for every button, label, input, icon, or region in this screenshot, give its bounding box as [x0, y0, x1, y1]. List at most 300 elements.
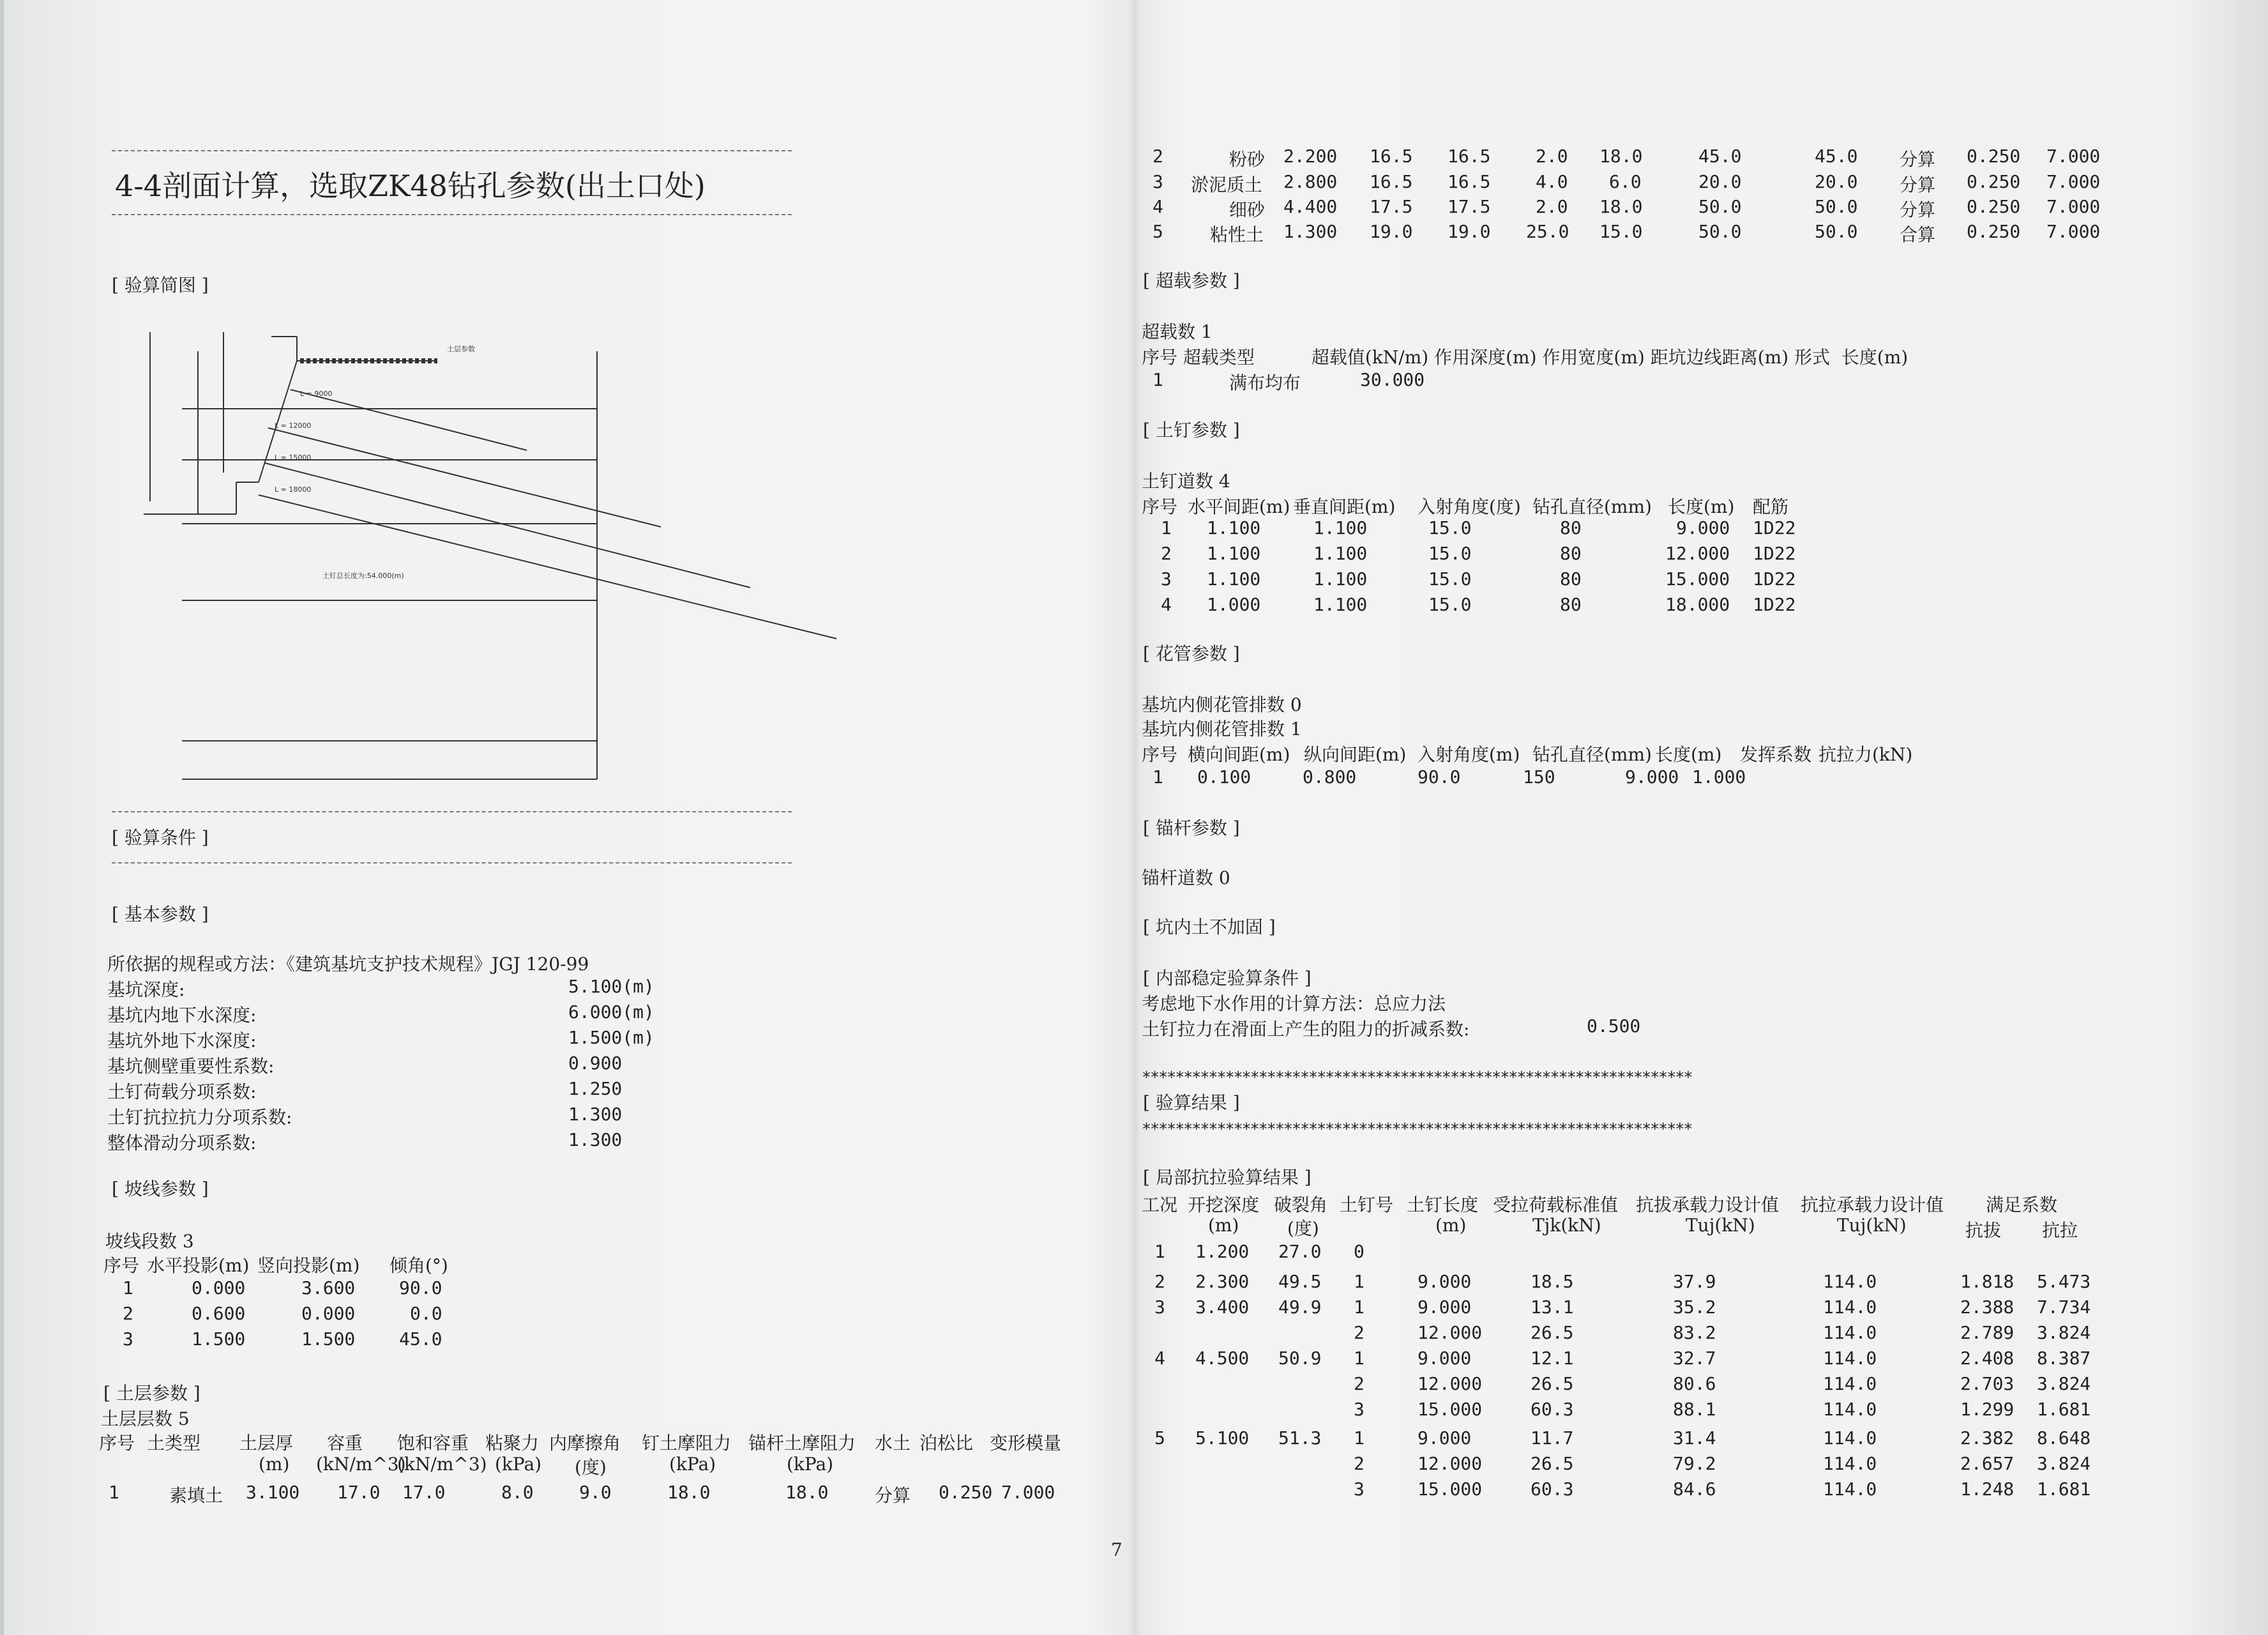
result-cell: 3.400: [1195, 1297, 1250, 1318]
surcharge-count: 超载数 1: [1142, 321, 1213, 342]
nail-cell: 15.000: [1665, 568, 1730, 589]
result-cell: 1: [1154, 1241, 1165, 1262]
result-cell: 2: [1354, 1322, 1365, 1343]
page-number: 7: [1111, 1539, 1123, 1560]
soil-cell: 18.0: [1599, 146, 1643, 167]
soil-unit: (kPa): [669, 1454, 716, 1475]
soil-cell: 7.000: [2046, 171, 2101, 192]
result-cell: 2.382: [1960, 1427, 2015, 1449]
soil-cell: 1: [109, 1482, 119, 1503]
soil-cell: 2.200: [1283, 146, 1338, 167]
nail-length-label: L = 18000: [275, 485, 312, 494]
soil-cell: 8.0: [501, 1482, 534, 1503]
soil-cell: 50.0: [1815, 221, 1858, 242]
soil-cell: 7.000: [2046, 146, 2101, 167]
result-cell: 50.9: [1278, 1348, 1322, 1369]
result-cell: 114.0: [1823, 1348, 1877, 1369]
result-cell: 5.473: [2037, 1271, 2091, 1292]
nail-cell: 1D22: [1753, 594, 1796, 615]
slope-cell: 3.600: [301, 1277, 356, 1298]
nail-cell: 80: [1560, 517, 1582, 538]
result-cell: 60.3: [1531, 1479, 1574, 1500]
result-cell: 1.818: [1960, 1271, 2015, 1292]
nail-cell: 1.100: [1313, 594, 1368, 615]
pipe-header: 长度(m): [1655, 744, 1722, 765]
basic-label: 土钉荷载分项系数:: [107, 1081, 257, 1102]
soil-cell: 2.800: [1283, 171, 1338, 192]
soil-cell: 45.0: [1698, 146, 1742, 167]
slope-cell: 3: [123, 1328, 133, 1350]
nail-cell: 80: [1560, 568, 1582, 589]
pipe-header: 序号: [1142, 744, 1178, 765]
pipe-header: 横向间距(m): [1188, 744, 1290, 765]
nail-cell: 1.100: [1207, 543, 1261, 564]
soil-cell: 0.250: [1967, 171, 2021, 192]
result-cell: 3: [1154, 1297, 1165, 1318]
result-cell: 27.0: [1278, 1241, 1322, 1262]
soil-cell: 17.5: [1448, 196, 1491, 217]
pipe-cell: 1.000: [1692, 766, 1746, 787]
pipe-header: 入射角度(m): [1418, 744, 1520, 765]
nail-header: 垂直间距(m): [1293, 496, 1396, 517]
result-cell: 15.000: [1418, 1479, 1483, 1500]
slope-cell: 1.500: [192, 1328, 246, 1350]
basic-value: 5.100(m): [568, 976, 654, 997]
result-header: 抗拉承载力设计值: [1801, 1194, 1944, 1215]
conditions-heading: [ 验算条件 ]: [112, 827, 209, 848]
soil-cell: 17.0: [337, 1482, 381, 1503]
pipe-header: 钻孔直径(mm): [1532, 744, 1652, 765]
soil-cell: 4.400: [1283, 196, 1338, 217]
result-cell: 1: [1354, 1271, 1365, 1292]
soil-cell: 17.0: [402, 1482, 446, 1503]
soil-cell: 0.250: [1967, 221, 2021, 242]
surcharge-cell: 1: [1153, 369, 1163, 390]
result-cell: 1: [1354, 1348, 1365, 1369]
soil-cell: 50.0: [1698, 196, 1742, 217]
result-cell: 12.000: [1418, 1322, 1483, 1343]
pipe-cell: 9.000: [1625, 766, 1679, 787]
result-cell: 9.000: [1418, 1271, 1472, 1292]
stability-reduce-label: 土钉拉力在滑面上产生的阻力的折减系数:: [1142, 1019, 1470, 1040]
basic-value: 1.300: [568, 1129, 623, 1150]
result-header: 土钉长度: [1407, 1194, 1479, 1215]
soil-cell: 25.0: [1526, 221, 1569, 242]
slope-count: 坡线段数 3: [105, 1231, 194, 1252]
slope-cell: 0.000: [301, 1303, 356, 1324]
right-page: [1137, 0, 2222, 1635]
result-header: 开挖深度: [1188, 1194, 1260, 1215]
pipe-inner-count: 基坑内侧花管排数 1: [1142, 719, 1302, 740]
basic-value: 6.000(m): [568, 1001, 654, 1023]
result-header: 工况: [1142, 1194, 1178, 1215]
result-cell: 26.5: [1531, 1373, 1574, 1394]
slope-heading: [ 坡线参数 ]: [112, 1178, 209, 1199]
result-cell: 1: [1354, 1427, 1365, 1449]
basic-label: 整体滑动分项系数:: [107, 1132, 257, 1153]
nail-cell: 4: [1161, 594, 1172, 615]
soil-cell: 19.0: [1370, 221, 1413, 242]
basic-label: 基坑外地下水深度:: [107, 1030, 257, 1051]
nail-cell: 1.100: [1313, 517, 1368, 538]
result-cell: 114.0: [1823, 1479, 1877, 1500]
soil-cell: 18.0: [1599, 196, 1643, 217]
soil-cell: 50.0: [1815, 196, 1858, 217]
basic-value: 1.500(m): [568, 1027, 654, 1048]
soil-cell: 分算: [1900, 174, 1936, 195]
slope-cell: 90.0: [399, 1277, 442, 1298]
result-cell: 2: [1354, 1453, 1365, 1474]
soil-unit: (m): [259, 1454, 290, 1475]
pipe-header: 发挥系数: [1740, 744, 1812, 765]
divider: [112, 150, 792, 151]
soil-cell: 16.5: [1370, 171, 1413, 192]
result-cell: 2.789: [1960, 1322, 2015, 1343]
soil-cell: 2: [1153, 146, 1163, 167]
soil-header: 内摩擦角: [549, 1433, 621, 1454]
soil-cell: 18.0: [667, 1482, 711, 1503]
soil-cell: 0.250: [1967, 196, 2021, 217]
basic-label: 土钉抗拉抗力分项系数:: [107, 1107, 292, 1128]
result-cell: 1.200: [1195, 1241, 1250, 1262]
pipe-inner-count: 基坑内侧花管排数 0: [1142, 694, 1302, 715]
result-cell: 4: [1154, 1348, 1165, 1369]
page-title: 4-4剖面计算，选取ZK48钻孔参数(出土口处): [115, 169, 706, 203]
slope-header: 序号: [103, 1255, 140, 1276]
calculation-diagram: [144, 332, 846, 792]
soil-cell: 7.000: [2046, 221, 2101, 242]
slope-header: 竖向投影(m): [257, 1255, 360, 1276]
result-cell: 114.0: [1823, 1373, 1877, 1394]
soil-header: 泊松比: [919, 1433, 974, 1454]
pipe-cell: 0.100: [1197, 766, 1251, 787]
surcharge-cell: 满布均布: [1229, 372, 1301, 393]
result-cell: 1.681: [2037, 1399, 2091, 1420]
star-separator: ******************************************************************: [1142, 1068, 1692, 1086]
soil-header: 容重: [327, 1433, 363, 1454]
soil-cell: 1.300: [1283, 221, 1338, 242]
soil-cell: 18.0: [785, 1482, 829, 1503]
basic-heading: [ 基本参数 ]: [112, 904, 209, 925]
result-unit: 抗拔: [1965, 1220, 2002, 1241]
soil-cell: 2.0: [1536, 196, 1568, 217]
basic-value: 1.300: [568, 1104, 623, 1125]
soil-cell: 50.0: [1698, 221, 1742, 242]
surcharge-cell: 30.000: [1360, 369, 1425, 390]
nail-line-4: [259, 495, 836, 639]
result-cell: 2.408: [1960, 1348, 2015, 1369]
nail-cell: 1.100: [1313, 568, 1368, 589]
divider: [112, 862, 792, 863]
binding-edge: [0, 0, 4, 1635]
soil-header: 土类型: [147, 1433, 201, 1454]
soil-header: 序号: [99, 1433, 135, 1454]
surcharge-headers: 序号 超载类型 超载值(kN/m) 作用深度(m) 作用宽度(m) 距坑边线距离(m) 形式 长度(m): [1142, 347, 1909, 368]
pipe-header: 抗拉力(kN): [1818, 744, 1913, 765]
nail-cell: 1.100: [1207, 517, 1261, 538]
result-cell: 80.6: [1673, 1373, 1716, 1394]
result-cell: 11.7: [1531, 1427, 1574, 1449]
stability-method: 考虑地下水作用的计算方法：总应力法: [1142, 993, 1446, 1014]
result-unit: Tuj(kN): [1686, 1215, 1755, 1236]
result-cell: 37.9: [1673, 1271, 1716, 1292]
result-cell: 15.000: [1418, 1399, 1483, 1420]
result-cell: 84.6: [1673, 1479, 1716, 1500]
slope-header: 水平投影(m): [147, 1255, 250, 1276]
nail-cell: 15.0: [1428, 543, 1472, 564]
result-cell: 114.0: [1823, 1322, 1877, 1343]
result-cell: 2.703: [1960, 1373, 2015, 1394]
result-cell: 114.0: [1823, 1453, 1877, 1474]
soil-cell: 0.250: [1967, 146, 2021, 167]
result-cell: 2: [1354, 1373, 1365, 1394]
result-cell: 49.9: [1278, 1297, 1322, 1318]
nail-cell: 18.000: [1665, 594, 1730, 615]
result-cell: 32.7: [1673, 1348, 1716, 1369]
star-separator: ******************************************************************: [1142, 1120, 1692, 1138]
slope-cell: 0.000: [192, 1277, 246, 1298]
result-cell: 3: [1354, 1399, 1365, 1420]
basic-label: 所依据的规程或方法：《建筑基坑支护技术规程》JGJ 120-99: [107, 954, 589, 975]
soil-cell: 合算: [1900, 224, 1936, 245]
result-cell: 31.4: [1673, 1427, 1716, 1449]
pipe-heading: [ 花管参数 ]: [1143, 643, 1240, 664]
pipe-cell: 90.0: [1418, 766, 1461, 787]
basic-value: 0.900: [568, 1053, 623, 1074]
result-cell: 26.5: [1531, 1453, 1574, 1474]
result-cell: 2.300: [1195, 1271, 1250, 1292]
soil-cell: 45.0: [1815, 146, 1858, 167]
result-cell: 12.1: [1531, 1348, 1574, 1369]
pipe-cell: 0.800: [1303, 766, 1357, 787]
nail-header: 长度(m): [1668, 496, 1735, 517]
soil-cell: 分算: [875, 1485, 911, 1506]
nail-cell: 1D22: [1753, 568, 1796, 589]
nail-cell: 15.0: [1428, 568, 1472, 589]
nail-length-label: L = 12000: [275, 422, 312, 430]
slope-cell: 2: [123, 1303, 133, 1324]
result-cell: 83.2: [1673, 1322, 1716, 1343]
pit-soil-note: [ 坑内土不加固 ]: [1143, 916, 1276, 938]
nail-cell: 9.000: [1676, 517, 1730, 538]
result-cell: 114.0: [1823, 1427, 1877, 1449]
pipe-header: 纵向间距(m): [1304, 744, 1407, 765]
nail-line-3: [265, 463, 750, 588]
soil-heading: [ 土层参数 ]: [103, 1383, 200, 1404]
pipe-cell: 1: [1153, 766, 1163, 787]
nail-cell: 1.100: [1207, 568, 1261, 589]
soil-cell: 5: [1153, 221, 1163, 242]
result-cell: 9.000: [1418, 1348, 1472, 1369]
result-cell: 8.387: [2037, 1348, 2091, 1369]
soil-cell: 分算: [1900, 199, 1936, 220]
slope-header: 倾角(°): [389, 1255, 448, 1276]
result-unit: (m): [1208, 1215, 1239, 1236]
result-cell: 79.2: [1673, 1453, 1716, 1474]
result-cell: 7.734: [2037, 1297, 2091, 1318]
result-cell: 3.824: [2037, 1453, 2091, 1474]
soil-cell: 20.0: [1815, 171, 1858, 192]
soil-cell: 细砂: [1229, 199, 1266, 220]
result-cell: 4.500: [1195, 1348, 1250, 1369]
result-header: 土钉号: [1340, 1194, 1394, 1215]
result-cell: 12.000: [1418, 1373, 1483, 1394]
soil-cell: 7.000: [2046, 196, 2101, 217]
soil-cell: 素填土: [169, 1485, 223, 1506]
soil-cell: 淤泥质土: [1191, 174, 1263, 195]
soil-cell: 7.000: [1001, 1482, 1055, 1503]
result-cell: 3: [1354, 1479, 1365, 1500]
result-cell: 9.000: [1418, 1297, 1472, 1318]
stability-heading: [ 内部稳定验算条件 ]: [1143, 968, 1312, 989]
nail-header: 配筋: [1753, 496, 1789, 517]
nail-header: 序号: [1142, 496, 1178, 517]
result-unit: Tuj(kN): [1837, 1215, 1907, 1236]
soil-unit: (kPa): [495, 1454, 542, 1475]
result-cell: 3.824: [2037, 1373, 2091, 1394]
basic-value: 1.250: [568, 1078, 623, 1099]
divider: [112, 811, 792, 812]
nail-cell: 1D22: [1753, 517, 1796, 538]
soil-cell: 6.0: [1609, 171, 1642, 192]
anchor-count: 锚杆道数 0: [1142, 867, 1230, 888]
nail-cell: 80: [1560, 543, 1582, 564]
result-cell: 12.000: [1418, 1453, 1483, 1474]
result-cell: 0: [1354, 1241, 1365, 1262]
soil-unit: (kPa): [787, 1454, 834, 1475]
soil-unit: (kN/m^3): [316, 1454, 406, 1475]
result-unit: (m): [1435, 1215, 1467, 1236]
result-cell: 9.000: [1418, 1427, 1472, 1449]
nail-line-1: [291, 390, 527, 450]
pipe-cell: 150: [1523, 766, 1555, 787]
result-cell: 26.5: [1531, 1322, 1574, 1343]
soil-cell: 3.100: [246, 1482, 300, 1503]
result-cell: 1.248: [1960, 1479, 2015, 1500]
soil-cell: 15.0: [1599, 221, 1643, 242]
nail-count: 土钉道数 4: [1142, 471, 1230, 492]
result-cell: 2.657: [1960, 1453, 2015, 1474]
nail-cell: 1: [1161, 517, 1172, 538]
soil-cell: 16.5: [1448, 171, 1491, 192]
result-cell: 1.681: [2037, 1479, 2091, 1500]
local-heading: [ 局部抗拉验算结果 ]: [1143, 1167, 1312, 1188]
result-cell: 60.3: [1531, 1399, 1574, 1420]
nail-header: 水平间距(m): [1188, 496, 1290, 517]
soil-cell: 分算: [1900, 149, 1936, 170]
nail-cell: 2: [1161, 543, 1172, 564]
result-header: 破裂角: [1274, 1194, 1328, 1215]
stability-reduce-value: 0.500: [1587, 1015, 1641, 1037]
soil-cell: 19.0: [1448, 221, 1491, 242]
nail-cell: 15.0: [1428, 517, 1472, 538]
soil-cell: 粘性土: [1210, 224, 1264, 245]
basic-label: 基坑深度:: [107, 979, 185, 1000]
soil-cell: 3: [1153, 171, 1163, 192]
result-cell: 18.5: [1531, 1271, 1574, 1292]
basic-label: 基坑侧壁重要性系数:: [107, 1056, 275, 1077]
result-cell: 1: [1354, 1297, 1365, 1318]
slope-cell: 1: [123, 1277, 133, 1298]
soil-cell: 17.5: [1370, 196, 1413, 217]
result-cell: 2: [1154, 1271, 1165, 1292]
nail-cell: 15.0: [1428, 594, 1472, 615]
divider: [112, 214, 792, 215]
soil-header: 土层厚: [239, 1433, 294, 1454]
slope-cell: 45.0: [399, 1328, 442, 1350]
slope-cell: 1.500: [301, 1328, 356, 1350]
left-page: [96, 0, 1117, 1635]
nail-header: 入射角度(度): [1418, 496, 1521, 517]
soil-header: 变形模量: [990, 1433, 1062, 1454]
soil-cell: 9.0: [579, 1482, 612, 1503]
soil-header: 锚杆土摩阻力: [748, 1433, 856, 1454]
result-cell: 5: [1154, 1427, 1165, 1449]
nail-cell: 1D22: [1753, 543, 1796, 564]
soil-cell: 20.0: [1698, 171, 1742, 192]
diagram-heading: [ 验算简图 ]: [112, 275, 209, 296]
result-cell: 114.0: [1823, 1399, 1877, 1420]
soil-cell: 16.5: [1370, 146, 1413, 167]
anchor-heading: [ 锚杆参数 ]: [1143, 818, 1240, 839]
soil-cell: 4: [1153, 196, 1163, 217]
result-unit: (度): [1287, 1218, 1319, 1239]
result-cell: 8.648: [2037, 1427, 2091, 1449]
soil-count: 土层层数 5: [101, 1408, 190, 1429]
result-heading: [ 验算结果 ]: [1143, 1092, 1240, 1113]
soil-unit: (度): [575, 1457, 607, 1478]
total-length-label: 土钉总长度为:54.000(m): [322, 572, 404, 580]
soil-cell: 2.0: [1536, 146, 1568, 167]
result-unit: Tjk(kN): [1532, 1215, 1601, 1236]
soil-header: 水土: [875, 1433, 911, 1454]
soil-cell: 4.0: [1536, 171, 1568, 192]
result-cell: 2.388: [1960, 1297, 2015, 1318]
soil-header: 钉土摩阻力: [642, 1433, 732, 1454]
nail-cell: 1.000: [1207, 594, 1261, 615]
slope-cell: 0.600: [192, 1303, 246, 1324]
surcharge-heading: [ 超载参数 ]: [1143, 270, 1240, 291]
nail-length-label: L = 9000: [300, 390, 333, 398]
result-cell: 51.3: [1278, 1427, 1322, 1449]
soil-cell: 粉砂: [1229, 149, 1266, 170]
surcharge-label: 土层参数: [447, 345, 475, 353]
nail-length-label: L = 15000: [275, 453, 312, 462]
soil-cell: 0.250: [939, 1482, 993, 1503]
result-header: 抗拔承载力设计值: [1636, 1194, 1780, 1215]
soil-unit: (kN/m^3): [397, 1454, 487, 1475]
result-cell: 114.0: [1823, 1297, 1877, 1318]
result-unit: 抗拉: [2042, 1220, 2078, 1241]
nail-heading: [ 土钉参数 ]: [1143, 420, 1240, 441]
nail-cell: 3: [1161, 568, 1172, 589]
slope-cell: 0.0: [410, 1303, 442, 1324]
result-cell: 5.100: [1195, 1427, 1250, 1449]
result-cell: 3.824: [2037, 1322, 2091, 1343]
result-header: 受拉荷载标准值: [1493, 1194, 1619, 1215]
nail-cell: 12.000: [1665, 543, 1730, 564]
result-cell: 49.5: [1278, 1271, 1322, 1292]
soil-cell: 16.5: [1448, 146, 1491, 167]
result-cell: 13.1: [1531, 1297, 1574, 1318]
basic-label: 基坑内地下水深度:: [107, 1005, 257, 1026]
result-cell: 88.1: [1673, 1399, 1716, 1420]
result-cell: 114.0: [1823, 1271, 1877, 1292]
result-header: 满足系数: [1986, 1194, 2058, 1215]
nail-header: 钻孔直径(mm): [1532, 496, 1652, 517]
nail-cell: 1.100: [1313, 543, 1368, 564]
nail-cell: 80: [1560, 594, 1582, 615]
